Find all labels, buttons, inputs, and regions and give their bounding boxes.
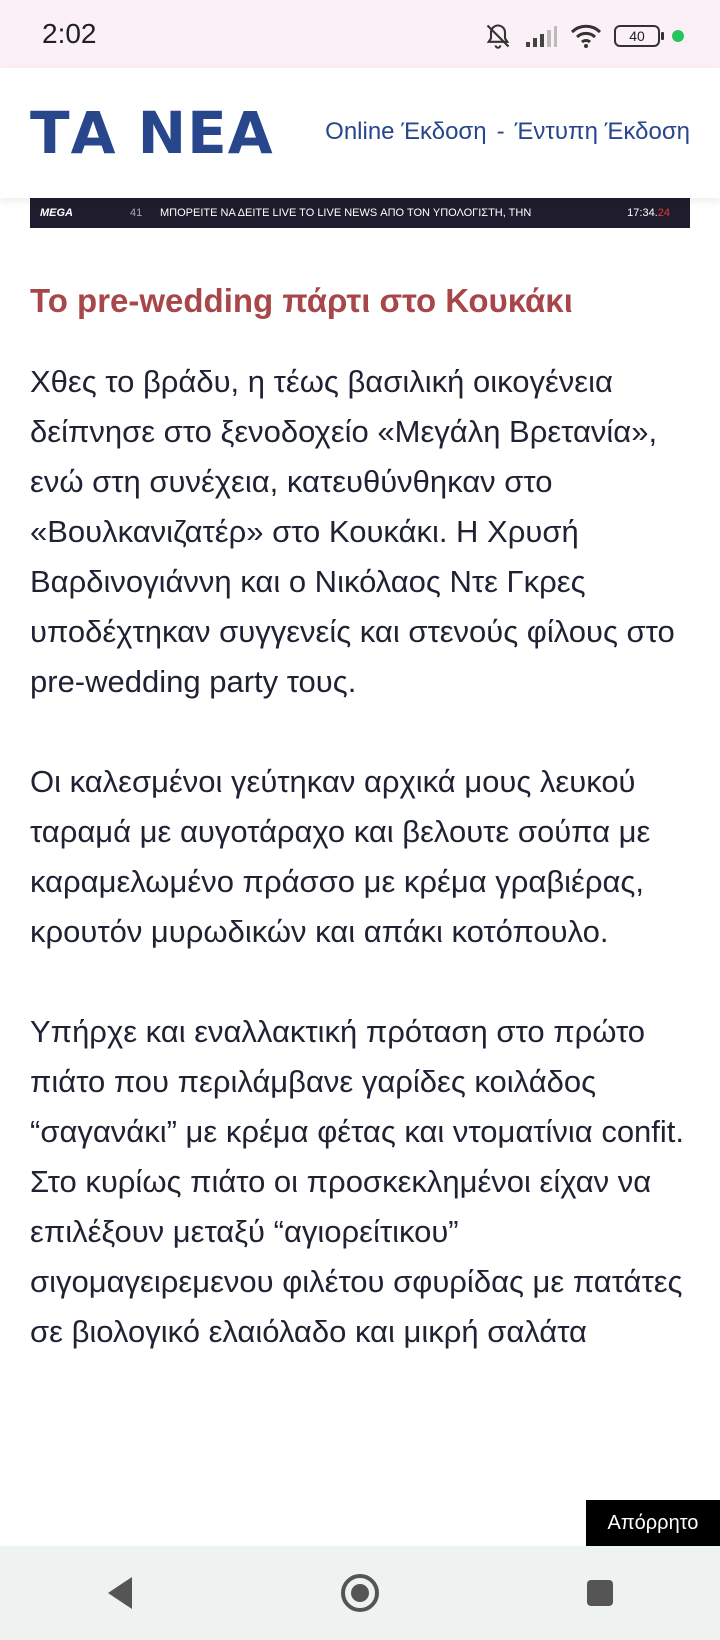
home-button[interactable] <box>330 1563 390 1623</box>
recents-button[interactable] <box>570 1563 630 1623</box>
site-header <box>0 68 720 198</box>
status-time: 2:02 <box>42 18 97 49</box>
online-edition-link[interactable]: Online Έκδοση <box>325 118 487 145</box>
status-bar <box>0 0 720 68</box>
video-ticker-strip <box>30 198 690 228</box>
home-circle-icon <box>339 1572 381 1614</box>
ticker-message: ΜΠΟΡΕΙΤΕ ΝΑ ΔΕΙΤΕ LIVE TO LIVE NEWS ΑΠΟ ΤΟΝ ΥΠΟΛΟΓΙΣΤΗ, ΤΗΝ <box>160 207 532 219</box>
battery-level: 40 <box>629 28 645 44</box>
site-logo[interactable]: ΤΑ ΝΕΑ <box>30 99 274 167</box>
edition-links <box>325 118 690 146</box>
privacy-indicator-dot <box>672 30 684 42</box>
ticker-brand: MEGA <box>40 207 73 219</box>
status-icons <box>484 22 684 50</box>
article-paragraph: Οι καλεσμένοι γεύτηκαν αρχικά μους λευκού ταραμά με αυγοτάραχο και βελουτε σούπα με καραμελωμένο πράσσο με κρέμα γραβιέρας, κρουτόν μυρωδικών και απάκι κοτόπουλο. <box>30 763 651 949</box>
back-triangle-icon <box>104 1575 136 1611</box>
article-paragraph: Χθες το βράδυ, η τέως βασιλική οικογένεια δείπνησε στο ξενοδοχείο «Μεγάλη Βρετανία», ενώ στη συνέχεια, κατευθύνθηκαν στο «Βουλκανιζατέρ» στο Κουκάκι. Η Χρυσή Βαρδινογιάννη και ο Νικόλαος Ντε Γκρες υποδέχτηκαν συγγενείς και στενούς φίλους στο pre-wedding party τους. <box>30 363 675 699</box>
ticker-clock-seconds: 24 <box>657 207 670 219</box>
privacy-button[interactable]: Απόρρητο <box>586 1500 720 1546</box>
ticker-clock-time: 17:34. <box>627 207 658 219</box>
signal-icon <box>524 24 558 48</box>
article-body <box>30 280 690 1407</box>
bell-muted-icon <box>484 22 512 50</box>
back-button[interactable] <box>90 1563 150 1623</box>
edition-separator: - <box>496 118 505 145</box>
article-paragraph: Υπήρχε και εναλλακτική πρόταση στο πρώτο πιάτο που περιλάμβανε γαρίδες κοιλάδος “σαγανάκι” με κρέμα φέτας και ντοματίνια confit. Στο κυρίως πιάτο οι προσκεκλημένοι είχαν να επιλέξουν μεταξύ “αγιορείτικου” σιγομαγειρεμενου φιλέτου σφυρίδας με πατάτες σε βιολογικό ελαιόλαδο και μικρή σαλάτα <box>30 1013 685 1349</box>
article-subheading: Το pre-wedding πάρτι στο Κουκάκι <box>30 282 573 319</box>
system-nav-bar <box>0 1546 720 1640</box>
recents-square-icon <box>584 1577 616 1609</box>
wifi-icon <box>570 24 602 48</box>
ticker-clock <box>610 207 690 219</box>
ticker-number: 41 <box>130 207 143 219</box>
battery-indicator <box>614 25 660 47</box>
print-edition-link[interactable]: Έντυπη Έκδοση <box>514 118 690 145</box>
